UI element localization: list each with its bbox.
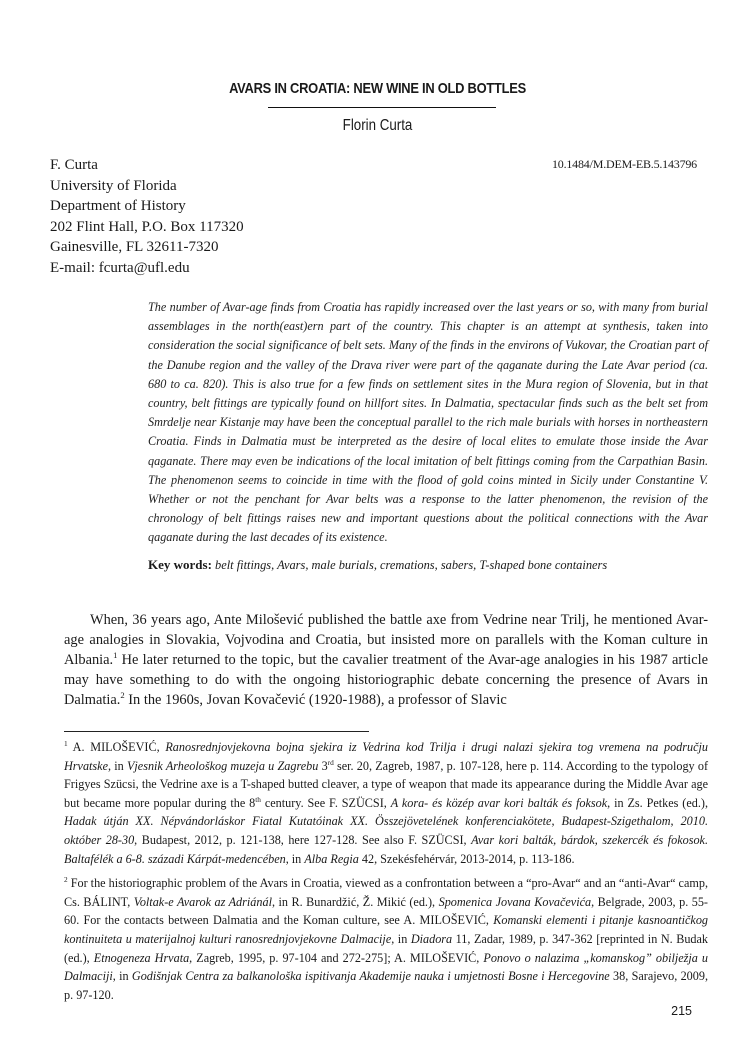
fn-text: 3: [318, 758, 328, 773]
fn-text: , Zagreb, 1995, p. 97-104 and 272-275]; A. MILOŠEVIĆ,: [189, 950, 484, 965]
fn-italic: Alba Regia: [304, 851, 359, 866]
affiliation-department: Department of History: [50, 198, 186, 214]
footnote-divider: [64, 731, 369, 732]
fn-italic: Vjesnik Arheološkog muzeja u Zagrebu: [126, 758, 319, 773]
fn-italic: Avar kori balták, bárdok, szekercék és fokosok. Baltafélék a 6-8. századi Kárpát-medencében: [64, 832, 708, 866]
fn-italic: Ranosrednjovjekovna bojna sjekira iz Vedrina kod Trilja i drugi nalazi sjekira tog vremena na području Hrvatske: [64, 740, 708, 773]
footnote-ref-1: 1: [113, 650, 118, 661]
footnote-ref-2: 2: [120, 690, 125, 701]
fn-text: A. MILOŠEVIĆ,: [67, 740, 166, 754]
affiliation-university: University of Florida: [50, 177, 177, 194]
footnote-number: 2: [64, 875, 68, 885]
keywords-list: belt fittings, Avars, male burials, cremations, sabers, T-shaped bone containers: [215, 558, 608, 572]
fn-italic: Voltak-e Avarok az Adriánál: [133, 894, 272, 909]
footnote-1: [64, 738, 708, 868]
fn-italic: Hadak útján XX. Népvándorláskor Fiatal Kutatóinak XX. Összejövetelének konferenciakötete, Budapest-Szigethalom, 2010. október 28-30: [64, 814, 708, 847]
fn-italic: Etnogeneza Hrvata: [93, 950, 190, 965]
footnote-number: 1: [64, 738, 68, 748]
article-title: AVARS IN CROATIA: NEW WINE IN OLD BOTTLES: [229, 80, 526, 97]
keywords-label: Key words:: [148, 557, 212, 572]
fn-text: 11, Zadar, 1989, p. 347-362 [reprinted in N. Budak (ed.),: [64, 931, 709, 965]
fn-italic: A kora- és közép avar kori balták és foksok: [390, 795, 608, 810]
abstract: The number of Avar-age finds from Croatia has rapidly increased over the last years or so, with many from burial assemblages in the north(east)ern part of the country. This chapter is an attempt at synthesis, taken into consideration the social significance of belt sets. Many of the finds in the environs of Vukovar, the Croatian part of the Danube region and the valley of the Drava river were part of the qaganate during the Late Avar period (ca. 680 to ca. 820). This is also true for a few finds on settlement sites in the Mura region of Slovenia, but in that country, belt fittings are typically found on hillfort sites. In Dalmatia, spectacular finds such as the belt set from Smrdelje near Kistanje may have been the conceptual parallel to the rich male burials with horses in northeastern Croatia. Finds in Dalmatia must be interpreted as the desire of local elites to emulate those inside the Avar qaganate. There may even be indications of the local imitation of belt fittings coming from the Carpathian Basin. The phenomenon seems to coincide in time with the flood of gold coins minted in Sicily under Constantine V. Whether or not the penchant for Avar belts was a response to the latter phenomenon, the revision of the chronology of belt fittings raises new and important questions about the political connections with the Avar qaganate during the last decades of its existence.: [148, 300, 708, 545]
fn-text: , in: [285, 851, 305, 866]
title-divider: [268, 107, 496, 108]
affiliation-address: 202 Flint Hall, P.O. Box 117320: [50, 218, 244, 235]
fn-text: , in Zs. Petkes (ed.),: [607, 795, 709, 810]
fn-text: , Budapest, 2012, p. 121-138, here 127-128. See also F. SZÜCSI,: [134, 832, 472, 847]
fn-text: , Belgrade, 2003, p. 55-60. For the contacts between Dalmatia and the Koman culture, see A. MILOŠEVIĆ,: [64, 894, 708, 928]
fn-italic: Komanski elementi i pitanje kasnoantičkog kontinuiteta u materijalnoj kulturi ranosrednjovjekovne Dalmacije: [64, 913, 709, 946]
fn-text: , in R. Bunardžić, Ž. Mikić (ed.),: [271, 894, 439, 909]
fn-sup: rd: [327, 757, 334, 767]
footnote-2: [64, 874, 708, 1004]
fn-italic: Ponovo o nalazima „komanskog” obilježja u Dalmaciji: [64, 950, 708, 984]
doi-identifier: 10.1484/M.DEM-EB.5.143796: [551, 157, 697, 171]
body-text-segment: In the 1960s, Jovan Kovačević (1920-1988), a professor of Slavic: [124, 692, 507, 708]
affiliation-name: F. Curta: [50, 157, 98, 173]
fn-text: For the historiographic problem of the Avars in Croatia, viewed as a confrontation between a “pro-Avar“ and an “anti-Avar“ camp, Cs. BÁLINT,: [64, 876, 708, 909]
affiliation-email: E-mail: fcurta@ufl.edu: [50, 259, 190, 276]
affiliation-city: Gainesville, FL 32611-7320: [50, 239, 219, 255]
body-paragraph: [64, 610, 708, 710]
fn-text: , in: [391, 931, 411, 946]
article-author: Florin Curta: [342, 117, 413, 134]
author-affiliation: [50, 155, 244, 278]
body-text-segment: When, 36 years ago, Ante Milošević published the battle axe from Vedrine near Trilj, he mentioned Avar-age analogies in Slovakia, Vojvodina and Croatia, but insisted more on parallels with the Koman culture in Albania.: [64, 612, 708, 668]
fn-text: , in: [112, 969, 132, 984]
fn-text: 38, Sarajevo, 2009, p. 97-120.: [64, 969, 708, 1002]
fn-sup: th: [255, 794, 261, 804]
fn-italic: Spomenica Jovana Kovačevića: [438, 894, 592, 909]
footnotes: [64, 738, 708, 1010]
fn-text: , in: [108, 758, 127, 773]
keywords: [148, 557, 708, 573]
fn-text: ser. 20, Zagreb, 1987, p. 107-128, here p. 114. According to the typology of Frigyes Szücsi, the Vedrine axe is a T-shaped butted cleaver, a type of weapon that made its appearance during the Middle Avar age but became more popular during the 8: [64, 758, 709, 810]
fn-text: 42, Szekésfehérvár, 2013-2014, p. 113-186.: [358, 851, 575, 866]
page-number: 215: [671, 1004, 692, 1018]
fn-italic: Diadora: [410, 931, 453, 946]
body-text-segment: He later returned to the topic, but the cavalier treatment of the Avar-age analogies in his 1987 article may have something to do with the ongoing historiographic debate concerning the presence of Avars in Dalmatia.: [64, 652, 708, 708]
fn-text: century. See F. SZÜCSI,: [260, 795, 391, 810]
fn-italic: Godišnjak Centra za balkanološka ispitivanja Akademije nauka i umjetnosti Bosne i Hercegovine: [131, 969, 610, 984]
